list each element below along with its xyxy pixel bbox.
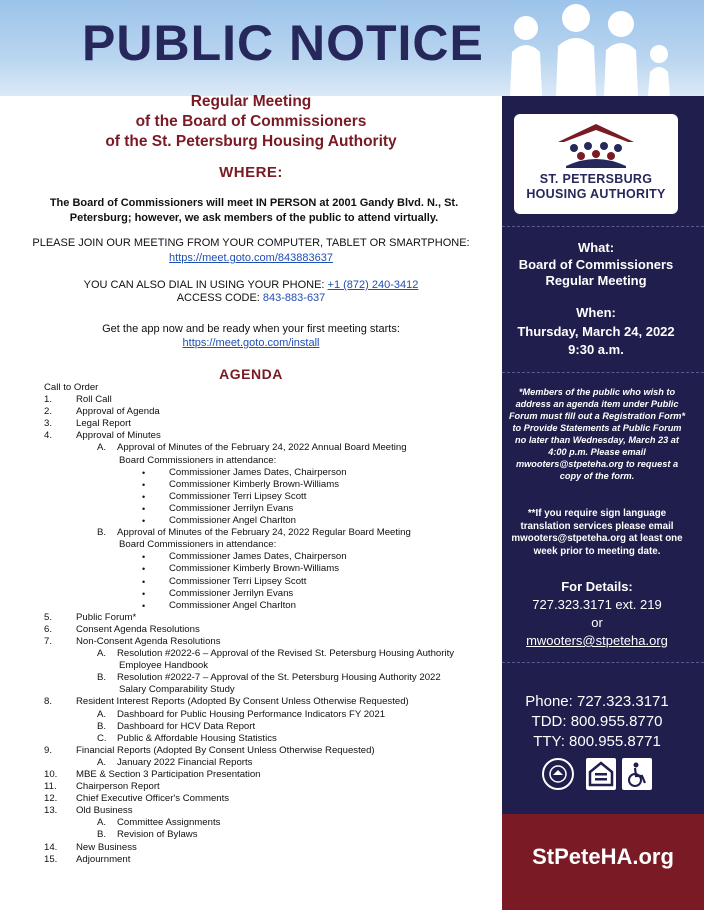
agenda-item-text: Revision of Bylaws xyxy=(117,829,198,841)
agenda-item-number: 11. xyxy=(44,781,57,793)
agenda-item-number: B. xyxy=(97,527,107,539)
agenda-item-text: Commissioner James Dates, Chairperson xyxy=(169,466,347,478)
details-label: For Details: xyxy=(561,579,633,594)
agenda-item-text: Approval of Minutes xyxy=(76,430,161,442)
agenda-item-text: Commissioner Jerrilyn Evans xyxy=(169,502,294,514)
what-line2: Regular Meeting xyxy=(545,273,647,288)
agenda-item-number: • xyxy=(142,491,146,502)
where-heading: WHERE: xyxy=(219,164,283,181)
agenda-item-number: 10. xyxy=(44,769,58,780)
agenda-item-text: Chief Executive Officer's Comments xyxy=(76,793,230,805)
agenda-item-number: 3. xyxy=(44,418,53,430)
agenda-item xyxy=(44,854,494,866)
agenda-item-text: Public & Affordable Housing Statistics xyxy=(117,732,277,744)
agenda-item-text: Resolution #2022-7 – Approval of the St. Petersburg Housing Authority 2022 xyxy=(117,672,441,684)
agenda-item xyxy=(44,479,494,491)
agenda-item xyxy=(44,418,494,430)
details-phone: 727.323.3171 ext. 219 xyxy=(532,597,662,612)
agenda-item xyxy=(44,793,494,805)
agenda-item-number: • xyxy=(142,552,146,563)
sidebar xyxy=(502,96,704,910)
agenda-item-text: Commissioner Jerrilyn Evans xyxy=(169,587,294,599)
app-text: Get the app now and be ready when your first meeting starts: xyxy=(102,323,400,335)
join-text: PLEASE JOIN OUR MEETING FROM YOUR COMPUTER, TABLET OR SMARTPHONE: xyxy=(32,237,470,249)
agenda-item-text: Commissioner Terri Lipsey Scott xyxy=(169,490,307,502)
agenda-item-number: 4. xyxy=(44,430,53,442)
agenda-item-number: A. xyxy=(97,442,107,454)
agenda-item xyxy=(44,442,494,454)
agenda-item-text: Public Forum* xyxy=(76,611,137,623)
wheelchair-accessibility-icon xyxy=(622,758,652,790)
equal-housing-icon xyxy=(586,758,616,790)
details-email-link[interactable]: mwooters@stpeteha.org xyxy=(526,633,668,648)
agenda-item xyxy=(44,527,494,539)
agenda-item-number: 12. xyxy=(44,793,58,805)
app-install-link[interactable]: https://meet.goto.com/install xyxy=(182,337,320,349)
agenda-item-text: Approval of Minutes of the February 24, 2022 Annual Board Meeting xyxy=(117,442,407,454)
when-block xyxy=(502,304,690,358)
what-line1: Board of Commissioners xyxy=(518,257,674,272)
agenda-item xyxy=(44,539,494,551)
agenda-item xyxy=(44,721,494,733)
agenda-item xyxy=(44,624,494,636)
agenda-item-number: 1. xyxy=(44,394,53,406)
agenda-item-number: • xyxy=(142,479,146,490)
agenda-item-text: January 2022 Financial Reports xyxy=(117,756,253,768)
agenda-item-text: New Business xyxy=(76,841,137,853)
app-install-block xyxy=(0,322,502,350)
agenda-item-number: B. xyxy=(97,672,107,684)
access-code-value: 843-883-637 xyxy=(262,292,326,304)
when-label: When: xyxy=(576,305,616,320)
agenda-item-text: Roll Call xyxy=(76,394,112,406)
agenda-item-text: Approval of Agenda xyxy=(76,406,160,418)
agenda-item xyxy=(44,503,494,515)
agenda-item-number: A. xyxy=(97,817,107,829)
main-content xyxy=(0,93,502,910)
divider xyxy=(502,226,704,227)
agenda-item-number: 15. xyxy=(44,853,58,865)
agenda-item-number: • xyxy=(142,503,146,514)
agenda-item-text: Commissioner Angel Charlton xyxy=(169,515,296,527)
agenda-item-text: Committee Assignments xyxy=(117,817,221,829)
agenda-item-text: Resolution #2022-6 – Approval of the Revised St. Petersburg Housing Authority xyxy=(117,648,455,660)
agenda-item xyxy=(44,636,494,648)
agenda-item-text: Salary Comparability Study xyxy=(119,684,235,696)
agenda-item-number: 5. xyxy=(44,611,53,623)
agenda-item-number: 2. xyxy=(44,406,53,418)
agenda-item-number: 6. xyxy=(44,623,53,635)
when-time: 9:30 a.m. xyxy=(568,342,624,357)
agenda-item-number: • xyxy=(142,600,146,611)
agenda-item-number: 9. xyxy=(44,744,53,756)
agenda-item-text: Dashboard for HCV Data Report xyxy=(117,720,256,732)
header-banner xyxy=(0,0,704,96)
join-online-block xyxy=(0,236,502,266)
contact-numbers xyxy=(502,692,692,752)
agenda-item-number: B. xyxy=(97,720,107,732)
agenda-item xyxy=(44,769,494,781)
dial-text: YOU CAN ALSO DIAL IN USING YOUR PHONE: xyxy=(83,279,325,291)
agenda-item-text: MBE & Section 3 Participation Presentation xyxy=(76,769,261,780)
sign-language-note: **If you require sign language translation services please email mwooters@stpeteha.org at least one week prior to meeting date. xyxy=(511,508,683,557)
agenda-item xyxy=(44,684,494,696)
agenda-item-number: 13. xyxy=(44,805,58,817)
agenda-item xyxy=(44,648,494,660)
agenda-item xyxy=(44,817,494,829)
agenda-item xyxy=(44,576,494,588)
agenda-call-to-order xyxy=(44,382,494,394)
agenda-item-number: • xyxy=(142,467,146,478)
website-footer xyxy=(502,814,704,910)
what-block xyxy=(502,239,690,289)
agenda-item xyxy=(44,672,494,684)
agenda-heading: AGENDA xyxy=(219,366,283,382)
agenda-item xyxy=(44,805,494,817)
agenda-item xyxy=(44,842,494,854)
agenda-item xyxy=(44,696,494,708)
agenda-item xyxy=(44,745,494,757)
house-family-logo-icon xyxy=(552,122,640,170)
agenda-item xyxy=(44,781,494,793)
compliance-icons xyxy=(532,758,672,794)
agenda-item-text: Board Commissioners in attendance: xyxy=(119,539,277,551)
agenda-item xyxy=(44,588,494,600)
meeting-title xyxy=(0,92,502,152)
logo-line2: HOUSING AUTHORITY xyxy=(526,187,666,201)
agenda-item-number: A. xyxy=(97,756,107,768)
agenda-item-text: Legal Report xyxy=(76,418,131,430)
meeting-title-line3: of the St. Petersburg Housing Authority xyxy=(105,133,397,150)
logo-line1: ST. PETERSBURG xyxy=(539,172,653,186)
agenda-item-number: • xyxy=(142,564,146,575)
agenda-item-number: A. xyxy=(97,648,107,660)
agenda-item xyxy=(44,406,494,418)
contact-tdd: TDD: 800.955.8770 xyxy=(531,713,663,730)
agenda-list xyxy=(44,382,494,866)
agenda-call-to-order-text: Call to Order xyxy=(44,382,99,393)
hud-seal-icon xyxy=(542,758,574,790)
agenda-item xyxy=(44,757,494,769)
agenda-item-text: Resident Interest Reports (Adopted By Consent Unless Otherwise Requested) xyxy=(76,696,409,708)
agenda-item xyxy=(44,430,494,442)
agenda-item xyxy=(44,660,494,672)
agenda-item-text: Commissioner Kimberly Brown-Williams xyxy=(169,563,340,575)
agenda-item-text: Commissioner Kimberly Brown-Williams xyxy=(169,478,340,490)
dial-in-block xyxy=(0,279,502,305)
meeting-title-line1: Regular Meeting xyxy=(190,93,312,110)
housing-authority-logo xyxy=(514,114,678,214)
agenda-item xyxy=(44,612,494,624)
page-title: PUBLIC NOTICE xyxy=(82,15,484,71)
agenda-item-number: 14. xyxy=(44,841,58,853)
agenda-item-text: Employee Handbook xyxy=(119,660,209,672)
agenda-item xyxy=(44,733,494,745)
access-code-label: ACCESS CODE: xyxy=(176,292,260,304)
join-meeting-link[interactable]: https://meet.goto.com/843883637 xyxy=(169,252,333,264)
agenda-item-number: 7. xyxy=(44,635,53,647)
when-date: Thursday, March 24, 2022 xyxy=(517,324,675,339)
agenda-item-text: Commissioner James Dates, Chairperson xyxy=(169,551,347,563)
family-silhouette-icon xyxy=(476,0,676,96)
in-person-notice: The Board of Commissioners will meet IN PERSON at 2001 Gandy Blvd. N., St. Petersburg; however, we ask members of the public to attend virtually. xyxy=(49,197,459,224)
contact-phone: Phone: 727.323.3171 xyxy=(525,693,669,710)
agenda-item-text: Consent Agenda Resolutions xyxy=(76,623,200,635)
agenda-item xyxy=(44,394,494,406)
website-url[interactable]: StPeteHA.org xyxy=(532,844,674,869)
agenda-item-text: Financial Reports (Adopted By Consent Unless Otherwise Requested) xyxy=(76,744,375,756)
agenda-item xyxy=(44,551,494,563)
agenda-item-text: Commissioner Angel Charlton xyxy=(169,599,296,611)
agenda-item xyxy=(44,467,494,479)
agenda-item-number: C. xyxy=(97,732,107,744)
agenda-item xyxy=(44,515,494,527)
agenda-item xyxy=(44,709,494,721)
meeting-title-line2: of the Board of Commissioners xyxy=(135,113,367,130)
agenda-item-text: Commissioner Terri Lipsey Scott xyxy=(169,575,307,587)
details-block xyxy=(502,578,692,650)
agenda-item-text: Chairperson Report xyxy=(76,781,160,793)
agenda-item-number: A. xyxy=(97,708,107,720)
agenda-item xyxy=(44,829,494,841)
agenda-item-text: Old Business xyxy=(76,805,133,817)
agenda-item xyxy=(44,491,494,503)
agenda-item-number: • xyxy=(142,588,146,599)
dial-number-link[interactable]: +1 (872) 240-3412 xyxy=(327,279,419,291)
agenda-item-number: • xyxy=(142,516,146,527)
divider xyxy=(502,372,704,373)
agenda-item xyxy=(44,600,494,612)
divider xyxy=(502,662,704,663)
logo-name xyxy=(514,172,678,202)
agenda-item-number: B. xyxy=(97,829,107,841)
details-or: or xyxy=(591,615,603,630)
agenda-item-text: Approval of Minutes of the February 24, 2022 Regular Board Meeting xyxy=(117,527,411,539)
agenda-item-number: 8. xyxy=(44,696,53,708)
agenda-item xyxy=(44,563,494,575)
public-forum-note: *Members of the public who wish to address an agenda item under Public Forum must fill out a Registration Form* to Provide Statements at Public Forum no later than Wednesday, March 23 at 4:00 p.m. Please email mwooters@stpeteha.org to request a copy of the form. xyxy=(508,387,686,481)
agenda-item xyxy=(44,455,494,467)
agenda-item-text: Adjournment xyxy=(76,853,131,865)
contact-tty: TTY: 800.955.8771 xyxy=(533,733,661,750)
agenda-item-text: Board Commissioners in attendance: xyxy=(119,454,277,466)
agenda-item-number: • xyxy=(142,576,146,587)
agenda-item-text: Non-Consent Agenda Resolutions xyxy=(76,635,221,647)
agenda-item-text: Dashboard for Public Housing Performance Indicators FY 2021 xyxy=(117,708,386,720)
what-label: What: xyxy=(577,240,615,255)
